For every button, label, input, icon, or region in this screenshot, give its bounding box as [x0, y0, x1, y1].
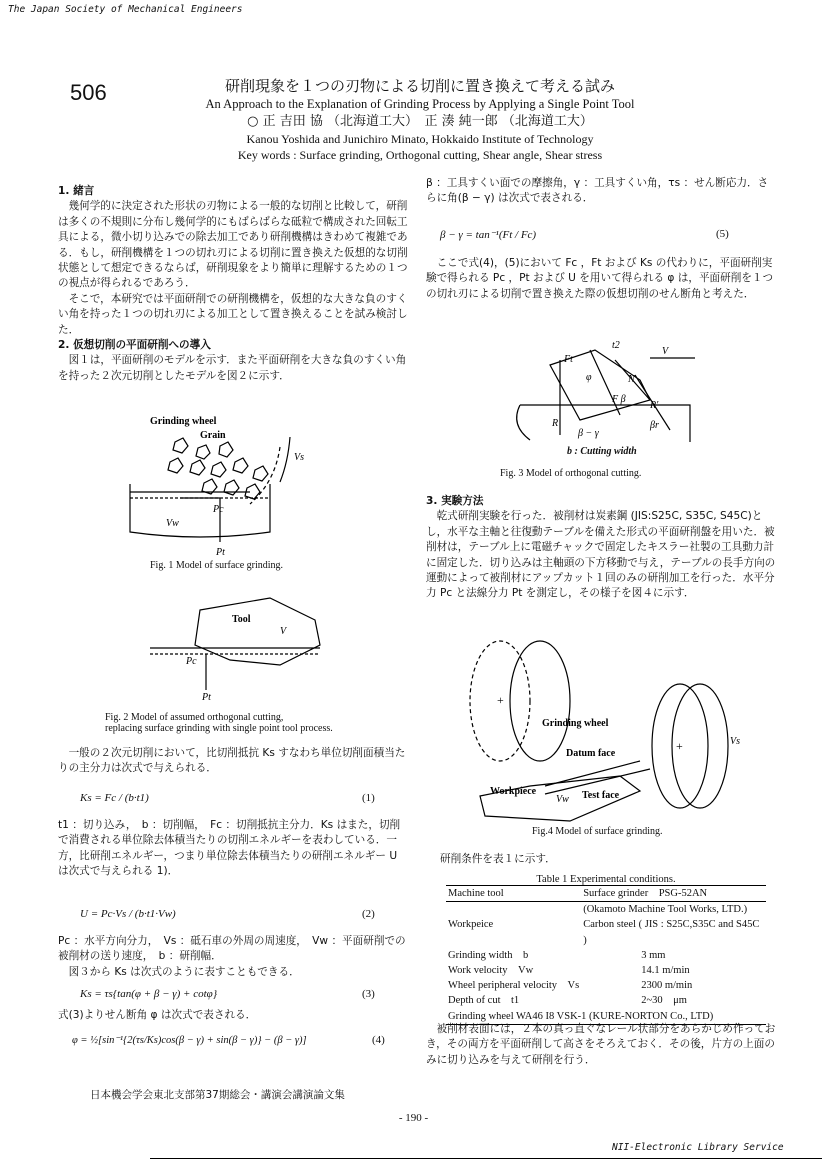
table-row	[446, 978, 766, 993]
equation-1-number: (1)	[362, 792, 375, 804]
fig4-label-workpiece: Workpiece	[490, 786, 537, 797]
left-column	[58, 184, 408, 384]
table-cell-grinding-wheel: Grinding wheel WA46 I8 VSK-1 (KURE-NORTON Co., LTD)	[446, 1009, 766, 1025]
definitions-2	[58, 934, 408, 980]
equation-5-number: (5)	[716, 228, 729, 240]
fig3-ft: Ft	[564, 354, 573, 365]
service-footer: NII-Electronic Library Service	[612, 1142, 784, 1153]
equation-4-number: (4)	[372, 1034, 385, 1046]
paragraph-fig3-ref: 図３から Ks は次式のように表すこともできる．	[68, 965, 300, 978]
section-1-paragraph-1: 幾何学的に決定された形状の刃物による一般的な切削と比較して，研削は多くの不規則に分布し幾何学的にもばらばらな砥粒で構成された回転工具による，微小切り込みでの除去加工であり研削機構はきわめて複雑である．もし，研削機構を１つの切れ刃による切削に置き換えた仮想的な切削状態として想定できるならば，研削現象をより簡単に理解するための１つの視点が得られるであろう．	[58, 200, 408, 290]
fig4-center-right: +	[676, 739, 683, 753]
section-1-heading: 1. 緒言	[58, 185, 95, 197]
fig3-n: N	[628, 374, 635, 385]
keywords: Key words : Surface grinding, Orthogonal cutting, Shear angle, Shear stress	[237, 148, 603, 162]
fig4-caption: Fig.4 Model of surface grinding.	[532, 826, 663, 837]
table-cell-value: 2300 m/min	[641, 980, 693, 992]
authors-jp: ○ 正 吉田 協 （北海道工大） 正 湊 純一郎 （北海道工大）	[247, 114, 593, 129]
definitions-1	[58, 818, 408, 880]
fig4-vw: Vw	[556, 794, 569, 805]
table-intro: 研削条件を表１に示す．	[440, 853, 556, 865]
equation-3-number: (3)	[362, 988, 375, 1000]
fig2-caption-line2: replacing surface grinding with single point tool process.	[105, 723, 333, 734]
table-row	[446, 963, 766, 978]
fig3-phi: φ	[586, 372, 592, 383]
table-row	[446, 917, 766, 947]
table-cell-label: Workpeice	[448, 919, 494, 931]
fig3-caption: Fig. 3 Model of orthogonal cutting.	[500, 468, 642, 479]
table-cell-label: Grinding width b	[448, 949, 529, 961]
fig2-v: V	[280, 626, 287, 637]
fig3-v: V	[662, 346, 669, 357]
fig4-vs: Vs	[730, 736, 740, 747]
table-cell-label	[446, 902, 581, 918]
fig2-pt: Pt	[202, 692, 211, 703]
equation-5: β − γ = tan⁻¹(Ft / Fc)	[440, 229, 537, 241]
fig1-label-grinding-wheel: Grinding wheel	[150, 416, 217, 427]
table-cell-value: 14.1 m/min	[641, 965, 690, 977]
society-header: The Japan Society of Mechanical Engineers	[8, 4, 243, 15]
definitions-1-text: t1 ：切り込み， b ：切削幅， Fc ：切削抵抗主分力．Ks はまた，切削で消費される単位除去体積当たりの切削エネルギーを表わしている．一方，比研削エネルギー，つまり単位除去体積当たりの研削エネルギー U は次式で与えられる 1)．	[58, 819, 401, 878]
table-cell-value: Surface grinder PSG-52AN	[581, 886, 766, 902]
table-cell-label: Work velocity Vw	[448, 965, 534, 977]
table-cell-value: Carbon steel ( JIS : S25C,S35C and S45C )	[583, 919, 760, 946]
fig4-label-grinding-wheel: Grinding wheel	[542, 718, 609, 729]
left-lower-text	[58, 746, 408, 777]
right-top-text	[426, 176, 776, 207]
right-bottom-text	[426, 1022, 776, 1068]
title-en: An Approach to the Explanation of Grinding Process by Applying a Single Point Tool	[205, 97, 635, 111]
fig3-beta-gamma: β − γ	[578, 428, 599, 439]
bottom-rule	[150, 1158, 822, 1159]
fig3-cutting-width: b : Cutting width	[567, 446, 637, 457]
table-row	[446, 993, 766, 1008]
equation-2: U = Pc·Vs / (b·t1·Vw)	[80, 908, 176, 920]
table-cell-value: 2~30 μm	[641, 995, 687, 1007]
fig3-r: R	[552, 418, 559, 429]
fig1-label-grain: Grain	[200, 430, 226, 441]
section-2-paragraph-1: 図１は，平面研削のモデルを示す．また平面研削を大きな負のすくい角を持った２次元切削としたモデルを図２に示す．	[58, 354, 407, 382]
fig1-pc: Pc	[213, 504, 224, 515]
section-3-heading: 3. 実験方法	[426, 495, 484, 507]
table-cell-label: Wheel peripheral velocity Vs	[448, 980, 580, 992]
figure-3	[500, 330, 700, 460]
table-cell-value: 3 mm	[641, 949, 666, 961]
section-2-heading: 2. 仮想切削の平面研削への導入	[58, 339, 211, 352]
equation-1: Ks = Fc / (b·t1)	[80, 792, 149, 804]
paper-number: 506	[70, 80, 107, 105]
equation-2-number: (2)	[362, 908, 375, 920]
definitions-2-text: Pc ：水平方向分力， Vs ：砥石車の外周の周速度， Vw ：平面研削での被削材の送り速度， b ：研削幅．	[58, 935, 406, 963]
section-3-paragraph-1: 乾式研削実験を行った．被削材は炭素鋼 (JIS:S25C, S35C, S45C)とし，水平な主軸と往復動テーブルを備えた形式の平面研削盤を用いた．被削材は，テーブル上に電磁チャックで固定したキスラー社製の工具動力計に固定した．切り込みは主軸頭の下方移動で与え，テーブルの長手方向の運動によって被削材にアップカット１回のみの研削加工を行った．水平分力 Pc と法線分力 Pt を測定し，その様子を図４に示す．	[426, 510, 776, 600]
fig1-caption: Fig. 1 Model of surface grinding.	[150, 560, 284, 571]
fig3-r-prime: R′	[650, 400, 659, 411]
fig1-pt: Pt	[216, 547, 225, 558]
right-paragraph-bottom: 被削材表面には，２本の真っ直ぐなレール状部分をあらかじめ作っておき，その両方を平面研削して高さをそろえておく．その後，片方の上面のみに切り込みを与えて研削を行う．	[426, 1023, 776, 1066]
fig1-vw: Vw	[166, 518, 179, 529]
table-cell-value: (Okamoto Machine Tool Works, LTD.)	[583, 904, 748, 916]
table-row	[446, 948, 766, 963]
equation-4: φ = ½[sin⁻¹{2(τs/Ks)cos(β − γ) + sin(β − γ)} − (β − γ)]	[72, 1035, 307, 1046]
page-number: - 190 -	[398, 1112, 429, 1124]
authors-en: Kanou Yoshida and Junichiro Minato, Hokkaido Institute of Technology	[246, 132, 594, 146]
table-1	[446, 874, 766, 1025]
fig2-label-tool: Tool	[232, 614, 251, 625]
table-row	[446, 902, 766, 918]
table-cell-label: Machine tool	[446, 886, 581, 902]
fig4-label-datum-face: Datum face	[566, 748, 616, 759]
right-section-3	[426, 494, 776, 602]
figure-4	[460, 636, 770, 831]
right-after-eq5	[426, 256, 776, 302]
fig3-f: F β	[612, 394, 626, 405]
fig4-label-test-face: Test face	[582, 790, 620, 801]
fig2-caption	[105, 712, 333, 734]
right-paragraph-top: β ：工具すくい面での摩擦角，γ ：工具すくい角，τs ：せん断応力．さらに角(β − γ) は次式で表される．	[426, 177, 769, 205]
fig2-pc: Pc	[186, 656, 197, 667]
figure-2	[140, 590, 340, 705]
fig3-t2: t2	[612, 340, 620, 351]
equation-3: Ks = τs{tan(φ + β − γ) + cotφ}	[80, 988, 218, 1000]
title-jp: 研削現象を１つの刃物による切削に置き換えて考える試み	[224, 77, 615, 95]
table-cell-label: Depth of cut t1	[448, 995, 520, 1007]
paragraph-after-fig2: 一般の２次元切削において，比切削抵抗 Ks すなわち単位切削面積当たりの主分力は次式で与えられる．	[58, 747, 406, 775]
proceedings-footer: 日本機会学会東北支部第37期総会・講演会講演論文集	[90, 1089, 345, 1101]
fig3-beta-r: βr	[650, 420, 659, 431]
fig4-center-left: +	[497, 693, 504, 707]
table-1-body	[446, 885, 766, 1025]
table-1-title: Table 1 Experimental conditions.	[536, 874, 676, 885]
table-row	[446, 886, 766, 902]
fig2-caption-line1: Fig. 2 Model of assumed orthogonal cutting,	[105, 712, 284, 723]
figure-1	[120, 412, 350, 562]
section-1-paragraph-2: そこで，本研究では平面研削での研削機構を，仮想的な大きな負のすくい角を持った１つの切れ刃による加工として置き換えることを試み検討した．	[58, 292, 408, 336]
fig1-vs: Vs	[294, 452, 304, 463]
right-paragraph-after-eq5: ここで式(4)，(5)において Fc ，Ft および Ks の代わりに，平面研削実験で得られる Pc ，Pt および U を用いて得られる φ は，平面研削を１つの切れ刃による切削で置き換えた際の仮想切削のせん断角と考えた．	[426, 257, 774, 300]
paragraph-eq3: 式(3)よりせん断角 φ は次式で表される．	[58, 1009, 257, 1021]
